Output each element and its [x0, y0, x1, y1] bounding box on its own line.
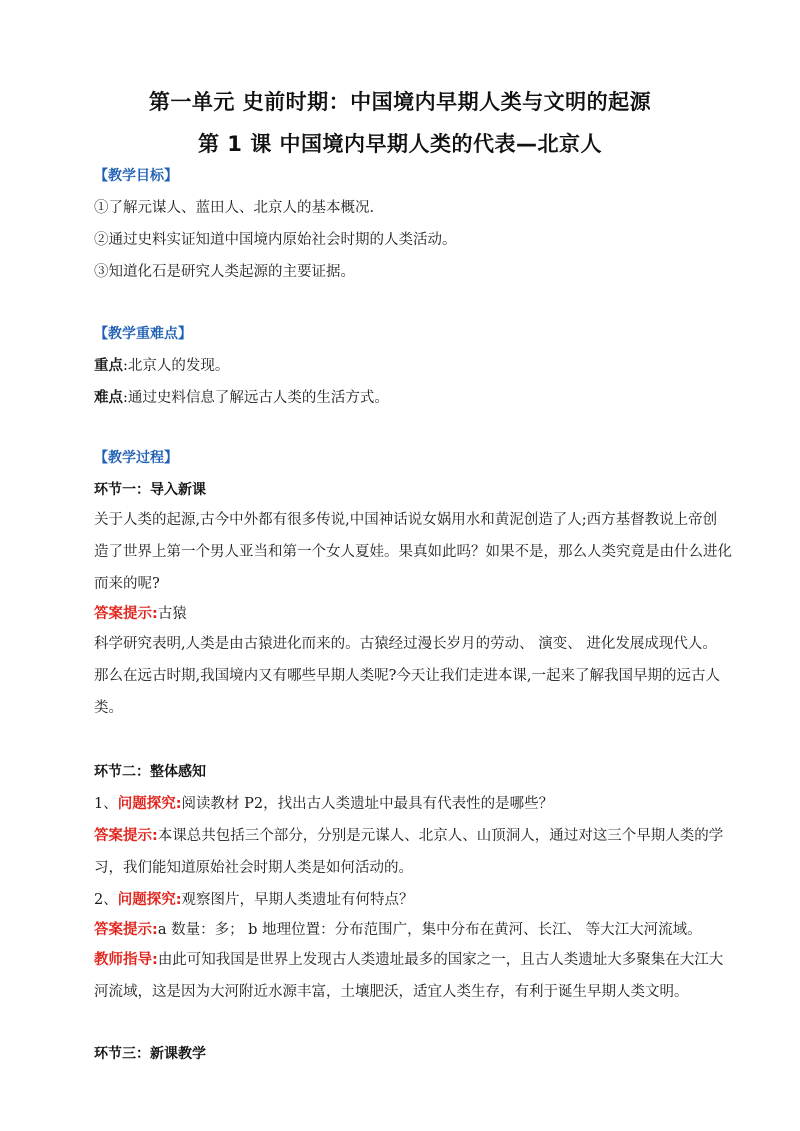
step2-question-1	[94, 794, 553, 814]
step2-answer-2	[94, 920, 702, 940]
question-1-text: 阅读教材 P2，找出古人类遗址中最具有代表性的是哪些？	[181, 796, 554, 812]
key-points-heading: 【教学重难点】	[94, 326, 192, 342]
step2-title: 环节二：整体感知	[94, 764, 206, 780]
step2-guide-line-1	[94, 950, 724, 970]
difficulty-label: 难点	[94, 390, 123, 406]
step2-answer-1-line-1	[94, 826, 724, 846]
step1-explain-line-1: 科学研究表明,人类是由古猿进化而来的。古猿经过漫长岁月的劳动、 演变、 进化发展成现代人。	[94, 636, 717, 652]
question-2-number: 2、	[94, 892, 118, 908]
focus-label: 重点	[94, 358, 123, 374]
answer-hint-text: 古猿	[157, 606, 187, 622]
step1-explain-line-2: 那么在远古时期,我国境内又有哪些早期人类呢?今天让我们走进本课,一起来了解我国早期的远古人	[94, 668, 720, 684]
teacher-guide-label: 教师指导:	[94, 952, 158, 968]
step1-intro-line-3: 而来的呢?	[94, 576, 160, 592]
objective-item-1: ①了解元谋人、蓝田人、北京人的基本概况.	[94, 200, 375, 216]
teacher-guide-text-1: 由此可知我国是世界上发现古人类遗址最多的国家之一，且古人类遗址大多聚集在大江大	[157, 952, 724, 968]
answer-2-label: 答案提示:	[94, 922, 158, 938]
step2-answer-1-line-2: 习，我们能知道原始社会时期人类是如何活动的。	[94, 860, 413, 876]
unit-title: 第一单元 史前时期：中国境内早期人类与文明的起源	[148, 90, 652, 114]
answer-hint-label: 答案提示:	[94, 606, 158, 622]
question-1-label: 问题探究:	[117, 796, 182, 812]
objectives-heading: 【教学目标】	[94, 168, 178, 184]
step2-guide-line-2: 河流域，这是因为大河附近水源丰富，土壤肥沃，适宜人类生存，有利于诞生早期人类文明。	[94, 984, 689, 1000]
answer-1-text-1: 本课总共包括三个部分，分别是元谋人、北京人、山顶洞人，通过对这三个早期人类的学	[157, 828, 724, 844]
difficulty-line	[94, 388, 389, 408]
question-1-number: 1、	[94, 796, 118, 812]
focus-line	[94, 356, 229, 376]
objective-item-3: ③知道化石是研究人类起源的主要证据。	[94, 264, 355, 280]
question-2-label: 问题探究:	[117, 892, 182, 908]
focus-text: :北京人的发现。	[123, 358, 230, 374]
step1-title: 环节一：导入新课	[94, 482, 206, 498]
answer-1-label: 答案提示:	[94, 828, 158, 844]
step1-intro-line-2: 造了世界上第一个男人亚当和第一个女人夏娃。果真如此吗？如果不是，那么人类究竟是由什么进化	[94, 544, 732, 560]
process-heading: 【教学过程】	[94, 450, 178, 466]
lesson-title: 第 1 课 中国境内早期人类的代表—北京人	[197, 132, 603, 156]
step1-intro-line-1: 关于人类的起源,古今中外都有很多传说,中国神话说女娲用水和黄泥创造了人;西方基督教说上帝创	[94, 512, 718, 528]
objective-item-2: ②通过史料实证知道中国境内原始社会时期的人类活动。	[94, 232, 457, 248]
step1-explain-line-3: 类。	[94, 700, 123, 716]
step2-question-2	[94, 890, 414, 910]
step1-answer-line	[94, 604, 187, 624]
difficulty-text: :通过史料信息了解远古人类的生活方式。	[123, 390, 389, 406]
answer-2-text: a 数量：多； b 地理位置：分布范围广，集中分布在黄河、长江、 等大江大河流域。	[157, 922, 702, 938]
step3-title: 环节三：新课教学	[94, 1046, 206, 1062]
question-2-text: 观察图片，早期人类遗址有何特点？	[181, 892, 414, 908]
